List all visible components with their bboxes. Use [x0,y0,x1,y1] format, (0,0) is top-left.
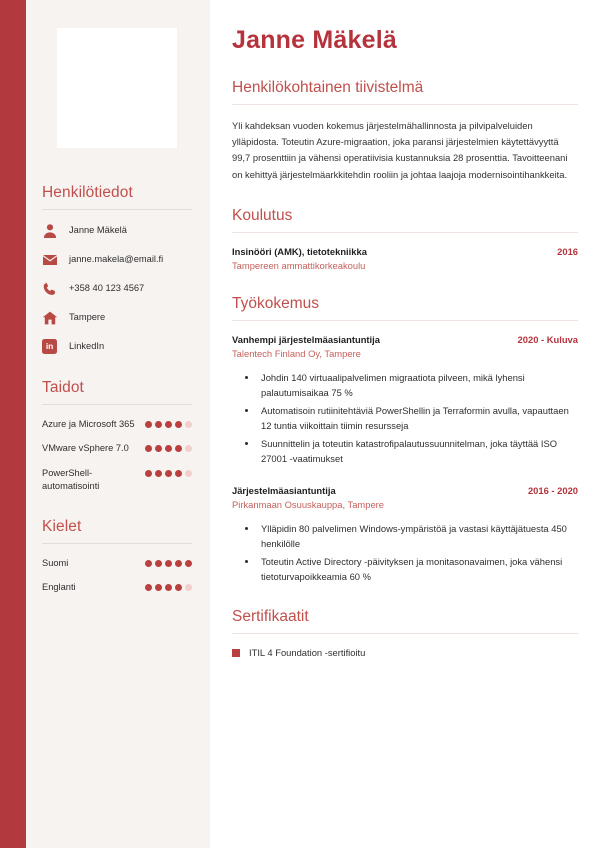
contact-heading: Henkilötiedot [42,184,133,201]
job-bullets [232,370,578,466]
languages-list [42,557,192,595]
job-bullet: • Ylläpidin 80 palvelimen Windows-ympäristöä ja vastasi käyttäjätuesta 450 henkilölle [258,521,578,551]
section-summary [232,79,578,183]
certificates-list [232,647,578,658]
skill-label: PowerShell-automatisointi [42,467,100,492]
sidebar-section-skills [42,379,192,494]
certificates-heading: Sertifikaatit [232,608,309,626]
experience-entry [232,334,578,466]
contact-linkedin-value: LinkedIn [69,341,105,352]
summary-divider [232,104,578,105]
square-bullet-icon [232,649,240,657]
job-bullet: • Toteutin Active Directory -päivityksen ja monitasonavaimen, joka vähensi tietoturvapoikkeamia 60 % [258,554,578,584]
skill-row [42,467,192,494]
person-icon [42,223,58,239]
rating-dot [165,445,172,452]
summary-text: Yli kahdeksan vuoden kokemus järjestelmähallinnosta ja pilvipalveluiden ylläpidosta. Toteutin Azure-migraation, joka paransi järjestelmien käytettävyyttä 99,7 prosenttiin ja vähensi operatiivisia kustannuksia 28 prosenttia. Tavoitteenani on kehittyä järjestelmäarkkitehdin rooliin ja johtaa laajoja modernisointihankkeita. [232,120,568,180]
rating-dot [165,421,172,428]
experience-divider [232,320,578,321]
photo-placeholder [57,28,177,148]
contact-name-value: Janne Mäkelä [69,225,127,236]
languages-divider [42,543,192,544]
contact-item-email[interactable] [42,252,192,268]
skill-label: VMware vSphere 7.0 [42,443,129,454]
skills-heading: Taidot [42,379,84,396]
section-experience [232,295,578,584]
contact-email-value: janne.makela@email.fi [69,254,164,265]
sidebar-section-contact [42,184,192,355]
skill-label: Azure ja Microsoft 365 [42,419,135,429]
rating-dot [155,560,162,567]
linkedin-badge-label: in [42,339,57,354]
rating-dot [175,421,182,428]
job-bullet: • Suunnittelin ja toteutin katastrofipalautussuunnitelman, joka täyttää ISO 27001 -vaatimukset [258,436,578,466]
contact-divider [42,209,192,210]
contact-item-location [42,310,192,326]
language-label: Englanti [42,582,76,593]
rating-dot [185,421,192,428]
section-certificates [232,608,578,658]
contact-item-linkedin[interactable] [42,339,192,355]
experience-entry [232,485,578,584]
rating-dot [145,584,152,591]
language-rating [145,557,192,567]
rating-dot [165,584,172,591]
job-employer: Talentech Finland Oy, Tampere [232,347,361,359]
page-title: Janne Mäkelä [232,26,397,54]
rating-dot [185,584,192,591]
rating-dot [175,470,182,477]
phone-icon [42,281,58,297]
certificates-divider [232,633,578,634]
main-content [210,0,600,848]
linkedin-icon [42,339,58,355]
rating-dot [165,560,172,567]
education-degree: Insinööri (AMK), tietotekniikka [232,245,367,257]
rating-dot [185,560,192,567]
contact-location-value: Tampere [69,312,106,323]
education-divider [232,232,578,233]
home-icon [42,310,58,326]
section-education [232,207,578,271]
skills-divider [42,404,192,405]
job-date: 2016 - 2020 [527,484,578,496]
education-institution: Tampereen ammattikorkeakoulu [232,259,366,271]
envelope-icon [42,252,58,268]
skill-rating [145,442,192,452]
job-employer: Pirkanmaan Osuuskauppa, Tampere [232,498,384,510]
left-accent-stripe [0,0,26,848]
job-title: Vanhempi järjestelmäasiantuntija [232,333,380,345]
rating-dot [155,445,162,452]
sidebar [26,0,210,848]
experience-list [232,334,578,584]
rating-dot [155,470,162,477]
rating-dot [175,584,182,591]
rating-dot [185,470,192,477]
language-row [42,557,192,570]
summary-heading: Henkilökohtainen tiivistelmä [232,79,424,96]
skills-list [42,418,192,494]
job-bullet: • Automatisoin rutiinitehtäviä PowerShellin ja Terraformin avulla, vapauttaen 12 tuntia viikoittain tiimin resursseja [258,403,578,433]
education-entry [232,246,578,271]
rating-dot [185,445,192,452]
rating-dot [145,560,152,567]
contact-phone-value: +358 40 123 4567 [69,283,145,294]
sidebar-section-languages [42,518,192,595]
language-label: Suomi [42,557,69,568]
rating-dot [145,470,152,477]
education-list [232,246,578,271]
job-title: Järjestelmäasiantuntija [232,484,336,496]
skill-rating [145,467,192,477]
contact-item-phone[interactable] [42,281,192,297]
languages-heading: Kielet [42,517,82,535]
job-bullet: • Johdin 140 virtuaalipalvelimen migraatiota pilveen, mikä lyhensi palautumisaikaa 75 % [258,370,578,400]
education-year: 2016 [557,245,578,257]
rating-dot [145,421,152,428]
certificate-label: ITIL 4 Foundation -sertifioitu [249,647,366,659]
rating-dot [165,470,172,477]
rating-dot [145,445,152,452]
rating-dot [155,584,162,591]
rating-dot [155,421,162,428]
job-bullets [232,521,578,584]
rating-dot [175,445,182,452]
language-rating [145,581,192,591]
language-row [42,581,192,594]
experience-heading: Työkokemus [232,294,320,312]
job-date: 2020 - Kuluva [517,333,578,345]
education-heading: Koulutus [232,206,293,224]
skill-row [42,442,192,455]
contact-item-name [42,223,192,239]
rating-dot [175,560,182,567]
certificate-row [232,647,578,658]
skill-rating [145,418,192,428]
skill-row [42,418,192,431]
